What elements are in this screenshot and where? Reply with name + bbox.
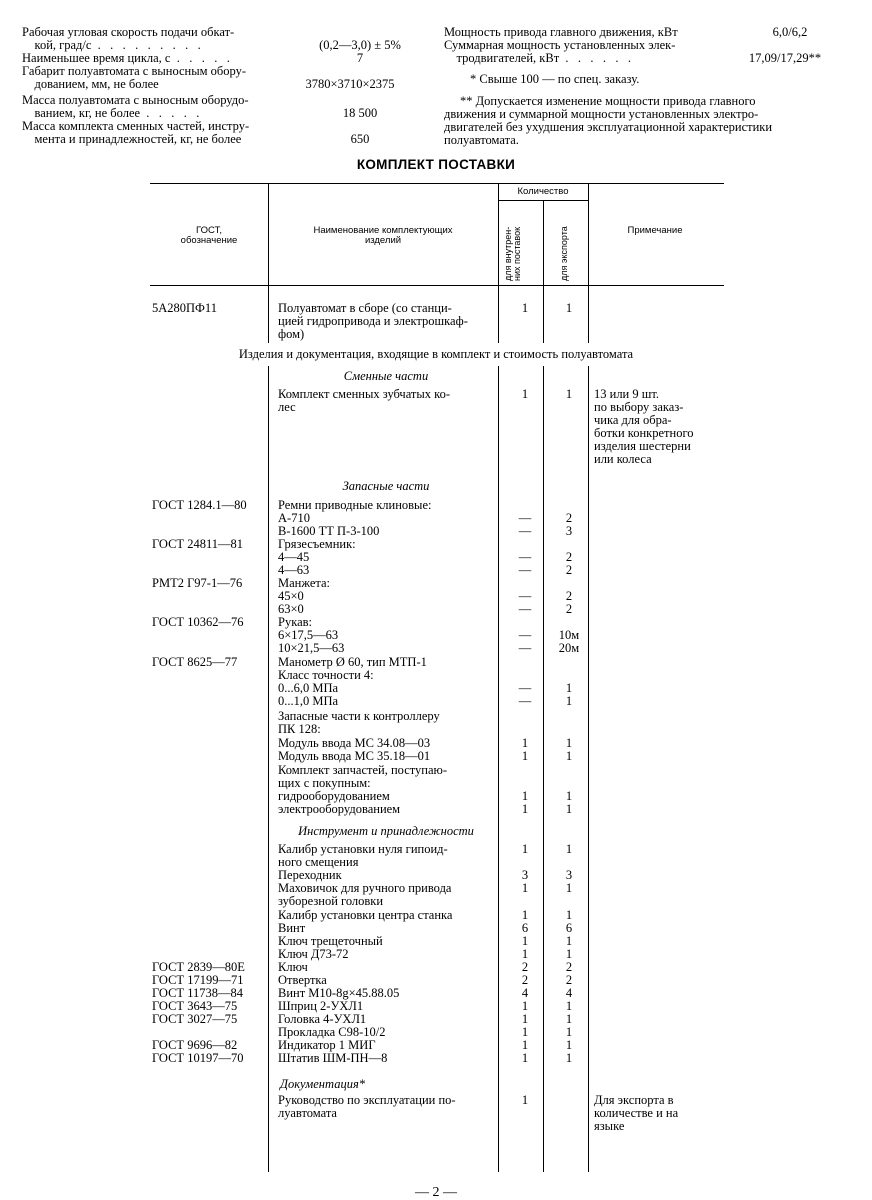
row-name: Штатив ШМ-ПН—8 [278,1051,388,1065]
row-name: 10×21,5—63 [278,641,345,655]
row-note: Для экспорта в количестве и на языке [594,1093,679,1133]
header-qty: Количество [517,186,569,197]
header-qty-domestic: для внутрен- них поставок [503,226,522,281]
row-qty-domestic: 1 [521,749,529,763]
row-gost: ГОСТ 1284.1—80 [152,498,247,512]
row-qty-export: 1 [565,736,573,750]
row-qty-domestic: 1 [521,1051,529,1065]
row-qty-export: 10м [558,628,580,642]
col-divider-qty-mid [543,200,544,343]
main-item-qty-export: 1 [565,301,573,315]
row-name: Отвертка [278,973,327,987]
row-qty-domestic: — [518,628,532,642]
row-qty-domestic: — [518,524,532,538]
row-name: Калибр установки центра станка [278,908,453,922]
spec-value: 18 500 [342,106,378,120]
row-name: Комплект запчастей, поступаю- щих с покупным: [278,763,448,790]
row-name: Комплект сменных зубчатых ко- лес [278,387,451,414]
header-name: Наименование комплектующих изделий [313,225,453,246]
row-qty-domestic: — [518,589,532,603]
row-qty-export: 2 [565,550,573,564]
row-gost: ГОСТ 10197—70 [152,1051,244,1065]
row-name: 4—45 [278,550,310,564]
row-qty-export: 1 [565,908,573,922]
row-qty-export: 1 [565,1025,573,1039]
row-gost: ГОСТ 9696—82 [152,1038,238,1052]
included-line: Изделия и документация, входящие в комплект и стоимость полуавтомата [238,347,634,361]
spec-label: Масса комплекта сменных частей, инстру- мента и принадлежностей, кг, не более [22,119,250,146]
page-title: КОМПЛЕКТ ПОСТАВКИ [356,157,516,172]
footnote-star2: ** Допускается изменение мощности привода главного движения и суммарной мощности установленных электро- двигателей без ухудшения эксплуатационной характеристики полуавтомата. [444,94,773,147]
header-gost: ГОСТ, обозначение [180,225,238,246]
row-qty-export: 1 [565,999,573,1013]
row-name: Манометр Ø 60, тип МТП-1 [278,655,427,669]
row-qty-domestic: 1 [521,736,529,750]
row-gost: ГОСТ 3027—75 [152,1012,238,1026]
row-qty-export: 1 [565,881,573,895]
row-note: 13 или 9 шт. по выбору заказ- чика для обра- ботки конкретного изделия шестерни или колеса [594,387,694,466]
row-qty-domestic: — [518,563,532,577]
row-qty-export: 20м [558,641,580,655]
row-name: Ключ [278,960,308,974]
spec-value: 6,0/6,2 [772,25,808,39]
row-qty-domestic: 1 [521,908,529,922]
row-name: Манжета: [278,576,331,590]
row-qty-domestic: — [518,694,532,708]
row-qty-export: 2 [565,563,573,577]
row-qty-domestic: — [518,681,532,695]
spec-value: 7 [356,51,364,65]
row-qty-domestic: 1 [521,881,529,895]
row-name: 4—63 [278,563,310,577]
row-name: электрооборудованием [278,802,401,816]
row-qty-domestic: — [518,641,532,655]
row-name: Рукав: [278,615,313,629]
main-item-gost: 5А280ПФ11 [152,301,217,315]
table-top-rule [150,183,724,184]
section-tools: Инструмент и принадлежности [298,824,474,838]
row-qty-export: 1 [565,1038,573,1052]
row-name: Индикатор 1 МИГ [278,1038,376,1052]
row-name: Ключ трещеточный [278,934,383,948]
row-qty-export: 1 [565,802,573,816]
row-qty-domestic: 1 [521,789,529,803]
row-name: В-1600 ТТ П-3-100 [278,524,380,538]
row-name: Грязесъемник: [278,537,356,551]
spec-value: (0,2—3,0) ± 5% [319,38,401,52]
row-gost: ГОСТ 17199—71 [152,973,244,987]
row-qty-export: 1 [565,842,573,856]
row-name: Класс точности 4: [278,668,374,682]
row-gost: ГОСТ 2839—80Е [152,960,245,974]
spec-label: Мощность привода главного движения, кВт [444,25,678,39]
row-qty-export: 4 [565,986,573,1000]
section-replaceable: Сменные части [343,369,429,383]
row-name: гидрооборудованием [278,789,390,803]
row-qty-domestic: 1 [521,387,529,401]
row-name: Запасные части к контроллеру ПК 128: [278,709,440,736]
row-qty-domestic: 1 [521,842,529,856]
header-qty-export: для экспорта [559,226,569,281]
col-divider-gost [268,366,269,1172]
row-name: Винт [278,921,306,935]
spec-label: Масса полуавтомата с выносным оборудо- ванием, кг, не более . . . . . [22,93,249,120]
row-qty-export: 6 [565,921,573,935]
row-gost: ГОСТ 24811—81 [152,537,243,551]
row-qty-export: 2 [565,602,573,616]
row-qty-export: 1 [565,934,573,948]
row-qty-domestic: 1 [521,934,529,948]
main-item-qty-domestic: 1 [521,301,529,315]
row-qty-export: 3 [565,524,573,538]
row-qty-domestic: 1 [521,999,529,1013]
row-qty-domestic: 1 [521,947,529,961]
row-qty-domestic: — [518,602,532,616]
row-name: Руководство по эксплуатации по- луавтомата [278,1093,456,1120]
row-name: Модуль ввода МС 35.18—01 [278,749,431,763]
row-qty-domestic: 1 [521,802,529,816]
row-gost: ГОСТ 10362—76 [152,615,244,629]
row-qty-domestic: 2 [521,973,529,987]
spec-label: Наименьшее время цикла, с . . . . . [22,51,230,65]
row-qty-domestic: 2 [521,960,529,974]
section-spare: Запасные части [342,479,430,493]
row-qty-export: 1 [565,947,573,961]
row-qty-export: 1 [565,1051,573,1065]
col-divider-gost [268,183,269,343]
row-qty-export: 1 [565,749,573,763]
spec-label: Суммарная мощность установленных элек- тродвигателей, кВт . . . . . . [444,38,676,65]
spec-value: 17,09/17,29** [748,51,822,65]
row-name: Винт М10-8g×45.88.05 [278,986,400,1000]
row-name: 63×0 [278,602,304,616]
row-gost: РМТ2 Г97-1—76 [152,576,243,590]
spec-value: 3780×3710×2375 [305,77,395,91]
row-qty-export: 1 [565,694,573,708]
row-name: Прокладка С98-10/2 [278,1025,386,1039]
col-divider-note [588,366,589,1172]
row-qty-domestic: — [518,550,532,564]
footnote-star1: * Свыше 100 — по спец. заказу. [470,72,640,86]
row-qty-domestic: 1 [521,1012,529,1026]
row-qty-domestic: 6 [521,921,529,935]
col-divider-note [588,183,589,343]
row-name: Калибр установки нуля гипоид- ного смещения [278,842,448,869]
row-qty-domestic: 1 [521,1093,529,1107]
row-name: Переходник [278,868,342,882]
row-gost: ГОСТ 11738—84 [152,986,243,1000]
row-qty-export: 3 [565,868,573,882]
section-docs: Документация* [280,1077,366,1091]
row-name: 6×17,5—63 [278,628,339,642]
row-gost: ГОСТ 8625—77 [152,655,238,669]
row-qty-export: 2 [565,973,573,987]
spec-value: 650 [350,132,370,146]
row-qty-domestic: 1 [521,1025,529,1039]
row-name: 0...6,0 МПа [278,681,339,695]
row-qty-domestic: — [518,511,532,525]
row-qty-export: 2 [565,511,573,525]
row-qty-export: 1 [565,681,573,695]
row-qty-domestic: 4 [521,986,529,1000]
row-qty-domestic: 3 [521,868,529,882]
row-name: Модуль ввода МС 34.08—03 [278,736,431,750]
row-name: А-710 [278,511,310,525]
row-qty-export: 1 [565,1012,573,1026]
row-name: Ключ Д73-72 [278,947,349,961]
row-qty-export: 2 [565,960,573,974]
col-divider-qty [498,183,499,343]
page-number: — 2 — [415,1185,457,1200]
row-qty-domestic: 1 [521,1038,529,1052]
spec-label: Рабочая угловая скорость подачи обкат- кой, град/с . . . . . . . . . [22,25,235,52]
row-gost: ГОСТ 3643—75 [152,999,238,1013]
row-qty-export: 1 [565,387,573,401]
row-name: Ремни приводные клиновые: [278,498,432,512]
row-qty-export: 2 [565,589,573,603]
row-name: Маховичок для ручного привода зуборезной головки [278,881,452,908]
row-qty-export: 1 [565,789,573,803]
row-name: Головка 4-УХЛ1 [278,1012,367,1026]
row-name: 45×0 [278,589,304,603]
main-item-name: Полуавтомат в сборе (со станци- цией гидропривода и электрошкаф- фом) [278,301,468,341]
row-name: Шприц 2-УХЛ1 [278,999,364,1013]
row-name: 0...1,0 МПа [278,694,339,708]
header-note: Примечание [627,225,683,236]
table-header-bottom-rule [150,285,724,286]
spec-label: Габарит полуавтомата с выносным обору- дованием, мм, не более [22,64,247,91]
